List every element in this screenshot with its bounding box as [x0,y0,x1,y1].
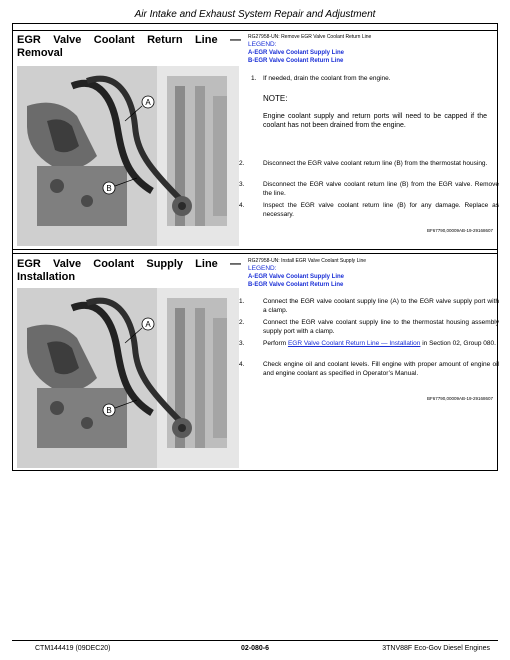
section2-engine-photo [17,288,239,468]
section1-top-rule [12,30,498,31]
header-rule [12,23,498,24]
section2-legend [248,265,493,289]
legend-item-b: B-EGR Valve Coolant Return Line [248,58,344,64]
section2-step-2: 2. Connect the EGR valve coolant supply line to the thermostat housing assembly supply port with a clamp. [239,319,499,335]
page-header-title: Air Intake and Exhaust System Repair and Adjustment [134,9,376,20]
section1-step-3: 3. Disconnect the EGR valve coolant return line (B) from the EGR valve. Remove the line. [239,181,499,197]
callout-b-label: B [106,406,112,415]
section2-title: EGR Valve Coolant Supply Line — Installation [17,258,241,283]
frame-left [12,23,13,471]
section2-top-rule [12,253,498,254]
footer-rule [12,640,498,641]
section1-note-label: NOTE: [263,94,288,103]
footer-engine-model: 3TNV88F Eco-Gov Diesel Engines [382,645,490,652]
legend-title: LEGEND: [248,41,277,48]
section2-bottom-rule [12,470,498,471]
section-divider [12,249,498,250]
footer-manual-id: CTM144419 (09DEC20) [35,645,111,652]
legend-item-a: A-EGR Valve Coolant Supply Line [248,274,345,280]
section2-reference-id: BF67790,00009AB-19-29168607 [426,396,493,401]
section1-step-4: 4. Inspect the EGR valve coolant return line (B) for any damage. Replace as necessary. [239,202,499,218]
section1-title: EGR Valve Coolant Return Line — Removal [17,34,241,59]
footer-page-number: 02-080-6 [240,645,270,652]
section2-caption: RG27958-UN: Install EGR Valve Coolant Supply Line [248,258,367,264]
section1-engine-photo [17,66,239,246]
callout-a-label: A [145,320,151,329]
section1-reference-id: BF67790,00009AB-19-29168607 [426,228,493,233]
legend-item-a: A-EGR Valve Coolant Supply Line [248,50,345,56]
legend-title: LEGEND: [248,265,277,272]
frame-right [497,23,498,471]
legend-item-b: B-EGR Valve Coolant Return Line [248,282,344,288]
callout-a-label: A [145,98,151,107]
section1-step-2: 2. Disconnect the EGR valve coolant return line (B) from the thermostat housing. [239,160,488,167]
section2-step-1: 1. Connect the EGR valve coolant supply line (A) to the EGR valve supply port with a clamp. [239,298,499,314]
section1-caption: RG27958-UN: Remove EGR Valve Coolant Return Line [248,34,372,40]
egr-return-line-installation-link[interactable]: EGR Valve Coolant Return Line — Installation [287,340,421,347]
callout-b-label: B [106,184,112,193]
section1-step-1: 1. If needed, drain the coolant from the engine. [251,75,391,82]
section1-legend [248,41,493,65]
section2-step-3: 3. Perform EGR Valve Coolant Return Line — Installation in Section 02, Group 080. [239,340,496,347]
section2-step-4: 4. Check engine oil and coolant levels. Fill engine with proper amount of engine oil and engine coolant as specified in Operator’s Manual. [239,361,499,377]
section1-note-text: Engine coolant supply and return ports will need to be capped if the coolant has not been drained from the engine. [263,113,487,129]
